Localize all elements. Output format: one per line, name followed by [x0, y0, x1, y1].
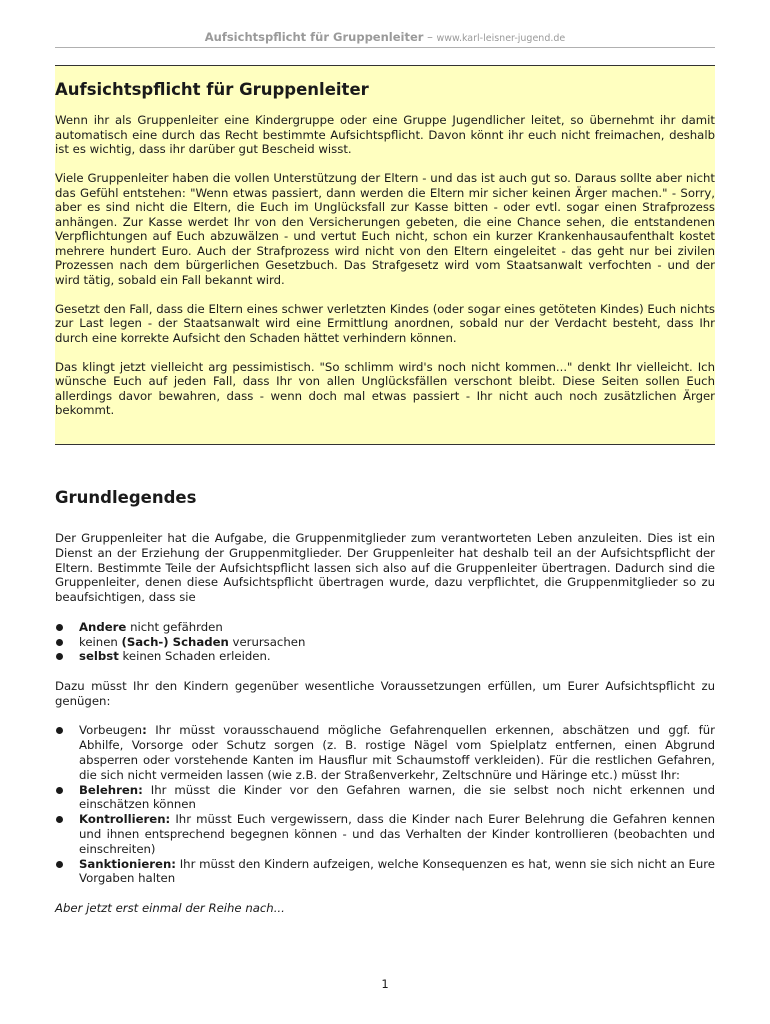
- list-item: keinen (Sach-) Schaden verursachen: [55, 635, 715, 650]
- bullet-icon: [56, 639, 63, 646]
- list-item: Kontrollieren: Ihr müsst Euch vergewissern, dass die Kinder nach Eurer Belehrung die Gefahren kennen und ihnen entsprechend begegnen können - und das Verhalten der Kinder kontrollieren (beobachten und einschreiten): [55, 812, 715, 856]
- running-header: [55, 30, 715, 44]
- intro-paragraph: Viele Gruppenleiter haben die vollen Unterstützung der Eltern - und das ist auch gut so. Daraus sollte aber nicht das Gefühl entstehen: "Wenn etwas passiert, dann werden die Eltern mir sicher keinen Ärger machen." - Sorry, aber es sind nicht die Eltern, die Euch im Unglücksfall zur Kasse bitten - oder evtl. sogar einen Strafprozess anhängen. Zur Kasse werdet Ihr von den Versicherungen gebeten, die eine Chance sehen, die entstandenen Verpflichtungen auf Euch abzuwälzen - und vertut Euch nicht, schon ein kurzer Krankenhausaufenthalt kostet mehrere hundert Euro. Auch der Strafprozess wird nicht von den Eltern eingeleitet - das geht nur bei zivilen Prozessen nach dem bürgerlichen Gesetzbuch. Das Strafgesetz wird vom Staatsanwalt verfochten - und der wird tätig, sobald ein Fall bekannt wird.: [55, 171, 715, 287]
- body-paragraph: Dazu müsst Ihr den Kindern gegenüber wesentliche Voraussetzungen erfüllen, um Eurer Aufsichtspflicht zu genügen:: [55, 678, 715, 708]
- list-item-term: Kontrollieren:: [79, 812, 171, 827]
- header-url: www.karl-leisner-jugend.de: [436, 33, 566, 44]
- list-item-term: (Sach-) Schaden: [121, 634, 229, 649]
- intro-paragraph: Das klingt jetzt vielleicht arg pessimistisch. "So schlimm wird's noch nicht kommen..." denkt Ihr vielleicht. Ich wünsche Euch auf jeden Fall, dass Ihr von allen Unglücksfällen verschont bleibt. Diese Seiten sollen Euch allerdings davor bewahren, dass - wenn doch mal etwas passiert - Ihr nicht auch noch zusätzlichen Ärger bekommt.: [55, 359, 715, 417]
- list-item-term: Andere: [79, 619, 127, 634]
- intro-box: [55, 65, 715, 445]
- intro-title: Aufsichtspflicht für Gruppenleiter: [55, 80, 369, 99]
- measures-list: [55, 723, 715, 886]
- bullet-icon: [56, 653, 63, 660]
- intro-paragraph: Wenn ihr als Gruppenleiter eine Kindergruppe oder eine Gruppe Jugendlicher leitet, so übernehmt ihr damit automatisch eine durch das Recht bestimmte Aufsichtspflicht. Davon könnt ihr euch nicht freimachen, deshalb ist es wichtig, dass ihr darüber gut Bescheid wisst.: [55, 113, 715, 156]
- bullet-icon: [56, 727, 63, 734]
- intro-text: [55, 113, 715, 432]
- bullet-icon: [56, 787, 63, 794]
- list-item: Vorbeugen: Ihr müsst vorausschauend mögliche Gefahrenquellen erkennen, abschätzen und ggf. für Abhilfe, Vorsorge oder Schutz sorgen (z. B. rostige Nägel vom Spielplatz entfernen, einen Abgrund absperren oder vorstehende Kanten im Hausflur mit Schaumstoff verkleiden). Für die restlichen Gefahren, die sich nicht vermeiden lassen (wie z.B. der Straßenverkehr, Zeltschnüre und Häringe etc.) müsst Ihr:: [55, 723, 715, 782]
- duties-list: [55, 620, 715, 664]
- bullet-icon: [56, 861, 63, 868]
- closing-line: Aber jetzt erst einmal der Reihe nach...: [55, 900, 285, 915]
- list-item-term: selbst: [79, 649, 119, 664]
- body-paragraph: Der Gruppenleiter hat die Aufgabe, die Gruppenmitglieder zum verantworteten Leben anzuleiten. Dies ist ein Dienst an der Erziehung der Gruppenmitglieder. Der Gruppenleiter hat deshalb teil an der Aufsichtspflicht der Eltern. Bestimmte Teile der Aufsichtspflicht lassen sich also auf die Gruppenleiter übertragen. Dadurch sind die Gruppenleiter, denen diese Aufsichtspflicht übertragen wurde, dazu verpflichtet, die Gruppenmitglieder so zu beaufsichtigen, dass sie: [55, 531, 715, 605]
- list-item: Sanktionieren: Ihr müsst den Kindern aufzeigen, welche Konsequenzen es hat, wenn sie sich nicht an Eure Vorgaben halten: [55, 857, 715, 887]
- section-title: Grundlegendes: [55, 488, 197, 507]
- bullet-icon: [56, 624, 63, 631]
- list-item: Andere nicht gefährden: [55, 620, 715, 635]
- header-separator: –: [427, 30, 433, 44]
- list-item: selbst keinen Schaden erleiden.: [55, 649, 715, 664]
- list-item: Belehren: Ihr müsst die Kinder vor den Gefahren warnen, die sie selbst noch nicht erkennen und einschätzen können: [55, 783, 715, 813]
- header-title: Aufsichtspflicht für Gruppenleiter: [204, 30, 424, 44]
- list-item-term: Belehren:: [79, 782, 143, 797]
- intro-paragraph: Gesetzt den Fall, dass die Eltern eines schwer verletzten Kindes (oder sogar eines getöteten Kindes) Euch nichts zur Last legen - der Staatsanwalt wird eine Ermittlung anordnen, sobald nur der Verdacht besteht, dass Ihr durch eine korrekte Aufsicht den Schaden hättet verhindern können.: [55, 301, 715, 345]
- section-body: [55, 531, 715, 916]
- list-item-term: Sanktionieren:: [79, 856, 176, 871]
- page-number: 1: [381, 977, 389, 991]
- header-divider: [55, 47, 715, 48]
- bullet-icon: [56, 816, 63, 823]
- list-item-term: Vorbeugen: [79, 723, 143, 738]
